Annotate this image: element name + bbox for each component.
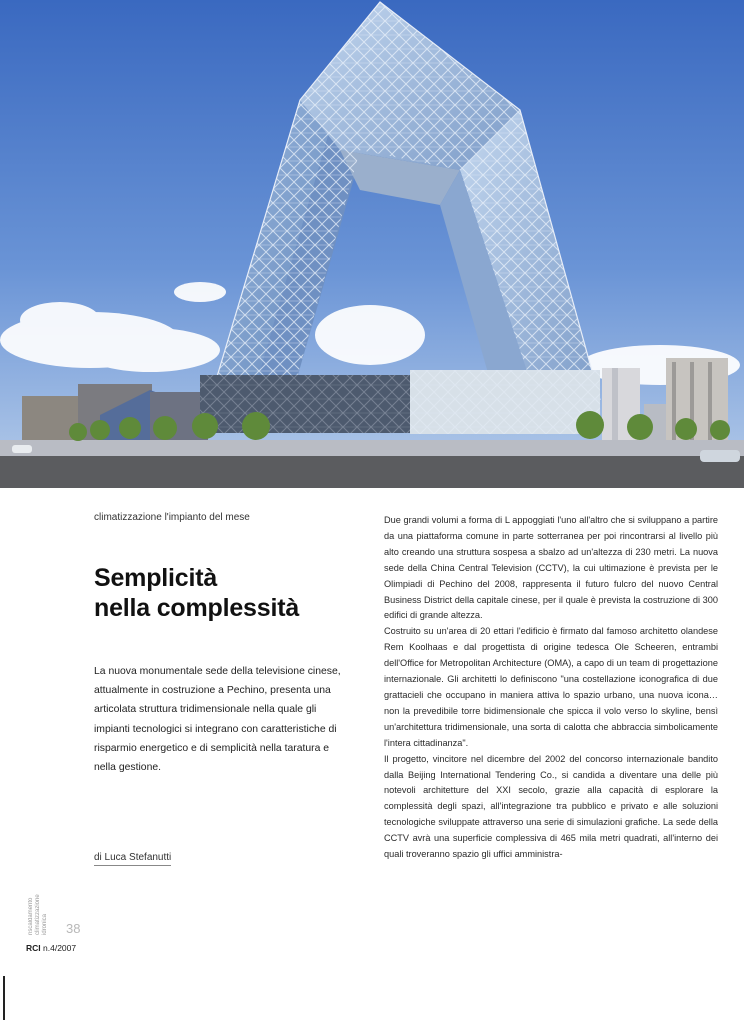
car <box>700 450 740 462</box>
body-paragraph: Costruito su un'area di 20 ettari l'edificio è firmato dal famoso architetto olandese Rem Koolhaas e dal progettista di origine tedesca Ole Scheeren, entrambi dell'Office for Metropolitan Architecture (OMA), a capo di un team di progettazione internazionale. Gli architetti lo definiscono "una costellazione iconografica di due grattacieli che occupano in maniera attiva lo spazio urbano, una nuova icona…non la prevedibile torre bidimensionale che spicca il volo verso lo skyline, bensì un'architettura tridimensionale, una sorta di calotta che abbraccia simbolicamente l'intera cittadinanza". <box>384 626 718 748</box>
car <box>12 445 32 453</box>
body-paragraph: Due grandi volumi a forma di L appoggiati l'uno all'altro che si sviluppano a partire da una piattaforma comune in parte sotterranea per poi rincontrarsi al livello più alto creando una struttura sospesa a sbalzo ad un'altezza di 230 metri. La nuova sede della China Central Television (CCTV), la cui ultimazione è prevista per le Olimpiadi di Pechino del 2008, rappresenta il futuro fulcro del nuovo Central Business District della capitale cinese, per il quale è prevista la costruzione di 300 edifici di grande altezza. <box>384 515 718 621</box>
issue-info <box>26 943 76 953</box>
page-number: 38 <box>66 921 81 936</box>
plaza <box>0 440 744 458</box>
body-paragraph: Il progetto, vincitore nel dicembre del 2002 del concorso internazionale bandito dalla Beijing International Tendering Co., si candida a diventare una delle più notevoli architetture del XXI secolo, grazie alla capacità di esplorare la complessità degli spazi, all'integrazione tra pubblico e privato e alle soluzioni tecnologiche sviluppate attraverso una serie di simulazioni grafiche. La sede della CCTV avrà una superficie complessiva di 465 mila metri quadrati, all'interno dei quali troveranno spazio gli uffici amministra- <box>384 753 718 860</box>
title-line-1: Semplicità <box>94 564 218 592</box>
margin-rule <box>3 976 5 1020</box>
section-label: climatizzazione l'impianto del mese <box>94 512 250 523</box>
issue-brand: RCI <box>26 943 41 953</box>
byline: di Luca Stefanutti <box>94 852 171 866</box>
issue-number: n.4/2007 <box>43 943 77 953</box>
article-body <box>384 513 718 863</box>
standfirst: La nuova monumentale sede della televisione cinese, attualmente in costruzione a Pechino, presenta una articolata struttura tridimensionale nella quale gli impianti tecnologici si integrano con caratteristiche di risparmio energetico e di semplicità nella taratura e nella gestione. <box>94 666 341 774</box>
road <box>0 456 744 488</box>
cctv-building-illustration <box>0 0 744 488</box>
article-title <box>94 563 354 623</box>
publication-vertical-text: riscaldamento climatizzazione idronica <box>28 894 48 935</box>
hero-image <box>0 0 744 488</box>
title-line-2: nella complessità <box>94 594 300 622</box>
